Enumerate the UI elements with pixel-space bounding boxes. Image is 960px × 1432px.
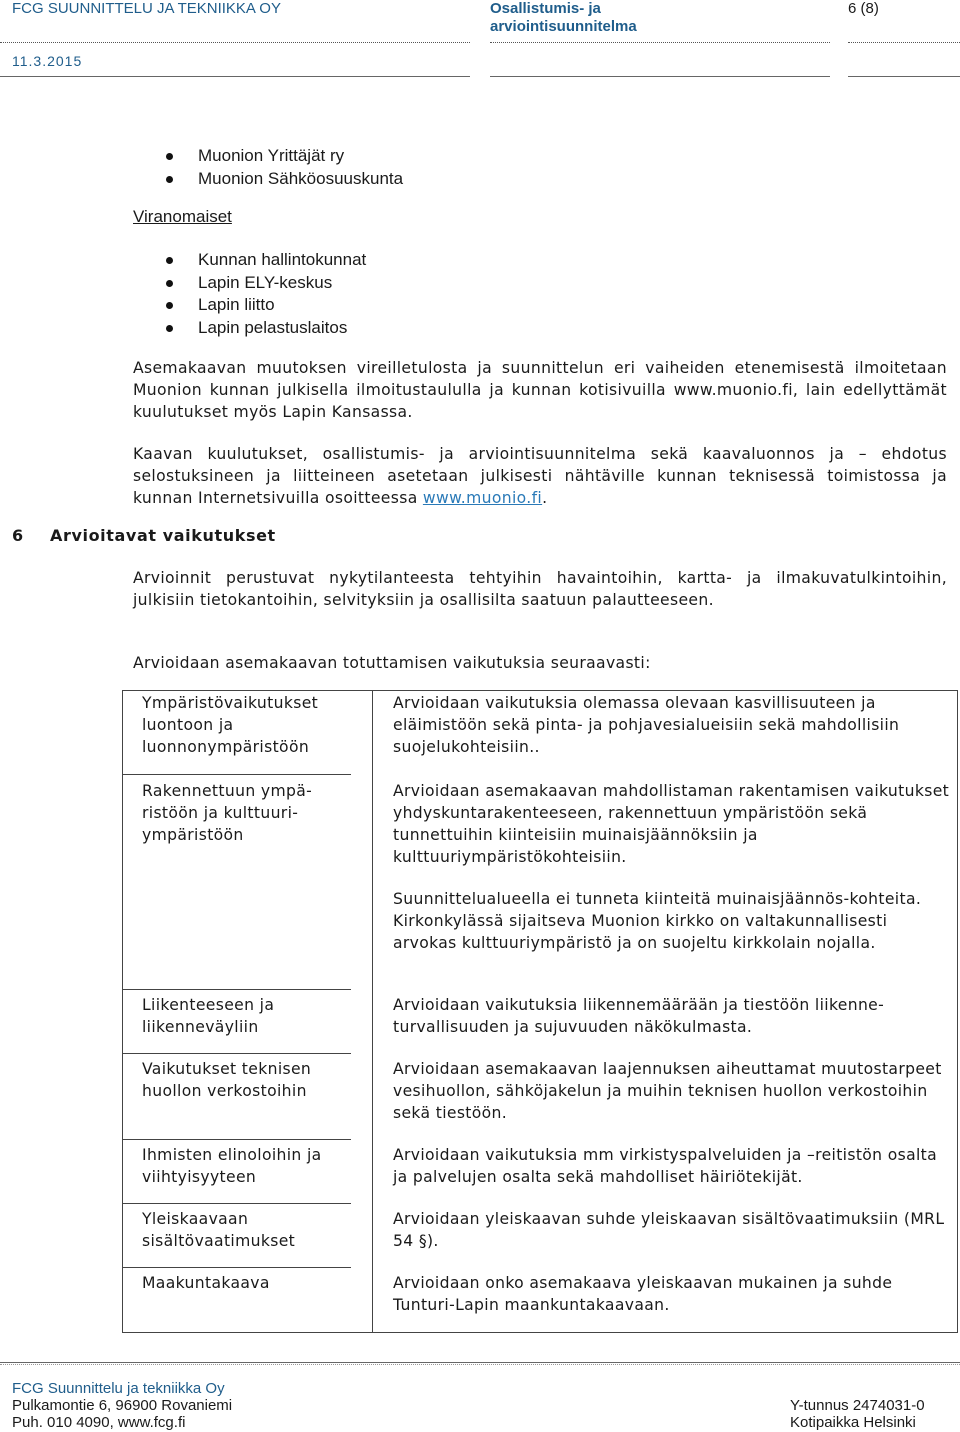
page-header xyxy=(0,0,960,75)
display-paragraph-text: Kaavan kuulutukset, osallistumis- ja arviointisuunnitelma sekä kaavaluonnos ja – ehdotus selostuksineen ja liitteineen asetetaan julkisesti nähtäville kunnan teknisessä toimistossa ja kunnan Internetsivuilla osoitteessa xyxy=(133,445,947,507)
footer-domicile: Kotipaikka Helsinki xyxy=(790,1414,916,1431)
authorities-heading: Viranomaiset xyxy=(133,207,232,226)
table-row xyxy=(122,776,958,990)
impact-topic: Ympäristövaikutukset luontoon ja luonnonympäristöön xyxy=(122,690,373,776)
header-company: FCG SUUNNITTELU JA TEKNIIKKA OY xyxy=(12,0,281,17)
bullet-icon xyxy=(166,302,173,309)
impact-description: Arvioidaan vaikutuksia mm virkistyspalveluiden ja –reitistön osalta ja palvelujen osalta sekä mahdolliset häiriötekijät. xyxy=(393,1146,938,1186)
notice-paragraph: Asemakaavan muutoksen vireilletulosta ja suunnittelun eri vaiheiden etenemisestä ilmoitetaan Muonion kunnan julkisella ilmoitustaululla ja kunnan kotisivuilla www.muonio.fi, lain edellyttämät kuulutukset myös Lapin Kansassa. xyxy=(133,359,947,421)
list-item: Lapin pelastuslaitos xyxy=(166,317,366,340)
impact-topic: Ihmisten elinoloihin ja viihtyisyyteen xyxy=(122,1140,373,1204)
bullet-icon xyxy=(166,325,173,332)
footer-company: FCG Suunnittelu ja tekniikka Oy xyxy=(12,1380,225,1397)
list-item: Muonion Sähköosuuskunta xyxy=(166,168,403,191)
header-date: 11.3.2015 xyxy=(12,53,83,69)
footer-phone: Puh. 010 4090, www.fcg.fi xyxy=(12,1414,186,1431)
table-row xyxy=(122,1268,958,1332)
bullet-icon xyxy=(166,176,173,183)
bullet-icon xyxy=(166,153,173,160)
list-item: Lapin ELY-keskus xyxy=(166,272,366,295)
impact-topic: Rakennettuun ympä-ristöön ja kulttuuri-ympäristöön xyxy=(122,776,373,990)
display-paragraph-end: . xyxy=(542,489,548,507)
impact-topic: Yleiskaavaan sisältövaatimukset xyxy=(122,1204,373,1268)
footer-business-id: Y-tunnus 2474031-0 xyxy=(790,1397,925,1414)
stakeholder-list xyxy=(166,145,403,190)
header-doc-title-line2: arviointisuunnitelma xyxy=(490,18,637,35)
impacts-table xyxy=(122,690,958,1332)
section-title: Arvioitavat vaikutukset xyxy=(50,526,276,545)
impact-description: Arvioidaan onko asemakaava yleiskaavan mukainen ja suhde Tunturi-Lapin maankuntakaavaan. xyxy=(393,1274,893,1314)
list-item: Kunnan hallintokunnat xyxy=(166,249,366,272)
table-row xyxy=(122,1054,958,1140)
table-row xyxy=(122,1140,958,1204)
footer-divider xyxy=(0,1362,960,1363)
footer-address: Pulkamontie 6, 96900 Rovaniemi xyxy=(12,1397,233,1414)
footer-divider-dotted xyxy=(0,1364,960,1365)
impact-description-extra: Suunnittelualueella ei tunneta kiinteitä muinaisjäännös-kohteita. Kirkonkylässä sijaitseva Muonion kirkko on valtakunnallisesti arvokas kulttuuriympäristö ja on suojeltu kirkkolain nojalla. xyxy=(393,890,922,952)
impact-description: Arvioidaan asemakaavan mahdollistaman rakentamisen vaikutukset yhdyskuntarakenteeseen, rakennettuun ympäristöön sekä tunnettuihin kiinteisiin muinaisjäännöksiin ja kulttuuriympäristökohteisiin. xyxy=(393,782,950,866)
authorities-list xyxy=(166,249,366,339)
impact-topic: Liikenteeseen ja liikenneväyliin xyxy=(122,990,373,1054)
bullet-icon xyxy=(166,280,173,287)
impact-description: Arvioidaan yleiskaavan suhde yleiskaavan sisältövaatimuksiin (MRL 54 §). xyxy=(393,1210,945,1250)
header-doc-title-line1: Osallistumis- ja xyxy=(490,0,601,17)
assessment-intro: Arvioidaan asemakaavan totuttamisen vaikutuksia seuraavasti: xyxy=(133,654,651,672)
header-page-number: 6 (8) xyxy=(848,0,879,17)
table-row xyxy=(122,990,958,1054)
impact-description: Arvioidaan vaikutuksia olemassa olevaan kasvillisuuteen ja eläimistöön sekä pinta- ja pohjavesialueisiin sekä mahdollisiin suojelukohteisiin.. xyxy=(393,694,900,756)
table-row xyxy=(122,690,958,776)
list-item: Muonion Yrittäjät ry xyxy=(166,145,403,168)
header-doc-title xyxy=(490,0,637,36)
impact-description: Arvioidaan asemakaavan laajennuksen aiheuttamat muutostarpeet vesihuollon, sähköjakelun ja muihin teknisen huollon verkostoihin sekä tiestöön. xyxy=(393,1060,942,1122)
table-row xyxy=(122,1204,958,1268)
impact-topic: Vaikutukset teknisen huollon verkostoihin xyxy=(122,1054,373,1140)
bullet-icon xyxy=(166,257,173,264)
section-number: 6 xyxy=(12,526,24,545)
assessment-basis-paragraph: Arvioinnit perustuvat nykytilanteesta tehtyihin havaintoihin, kartta- ja ilmakuvatulkintoihin, julkisiin tietokantoihin, selvityksiin ja osallisilta saatuun palautteeseen. xyxy=(133,569,947,609)
impact-description-group xyxy=(373,776,959,990)
section-heading xyxy=(12,526,276,545)
list-item: Lapin liitto xyxy=(166,294,366,317)
impact-description: Arvioidaan vaikutuksia liikennemäärään ja tiestöön liikenne-turvallisuuden ja sujuvuuden näkökulmasta. xyxy=(393,996,885,1036)
muonio-link[interactable]: www.muonio.fi xyxy=(422,489,543,507)
display-paragraph xyxy=(133,443,947,509)
impact-topic: Maakuntakaava xyxy=(122,1268,373,1332)
